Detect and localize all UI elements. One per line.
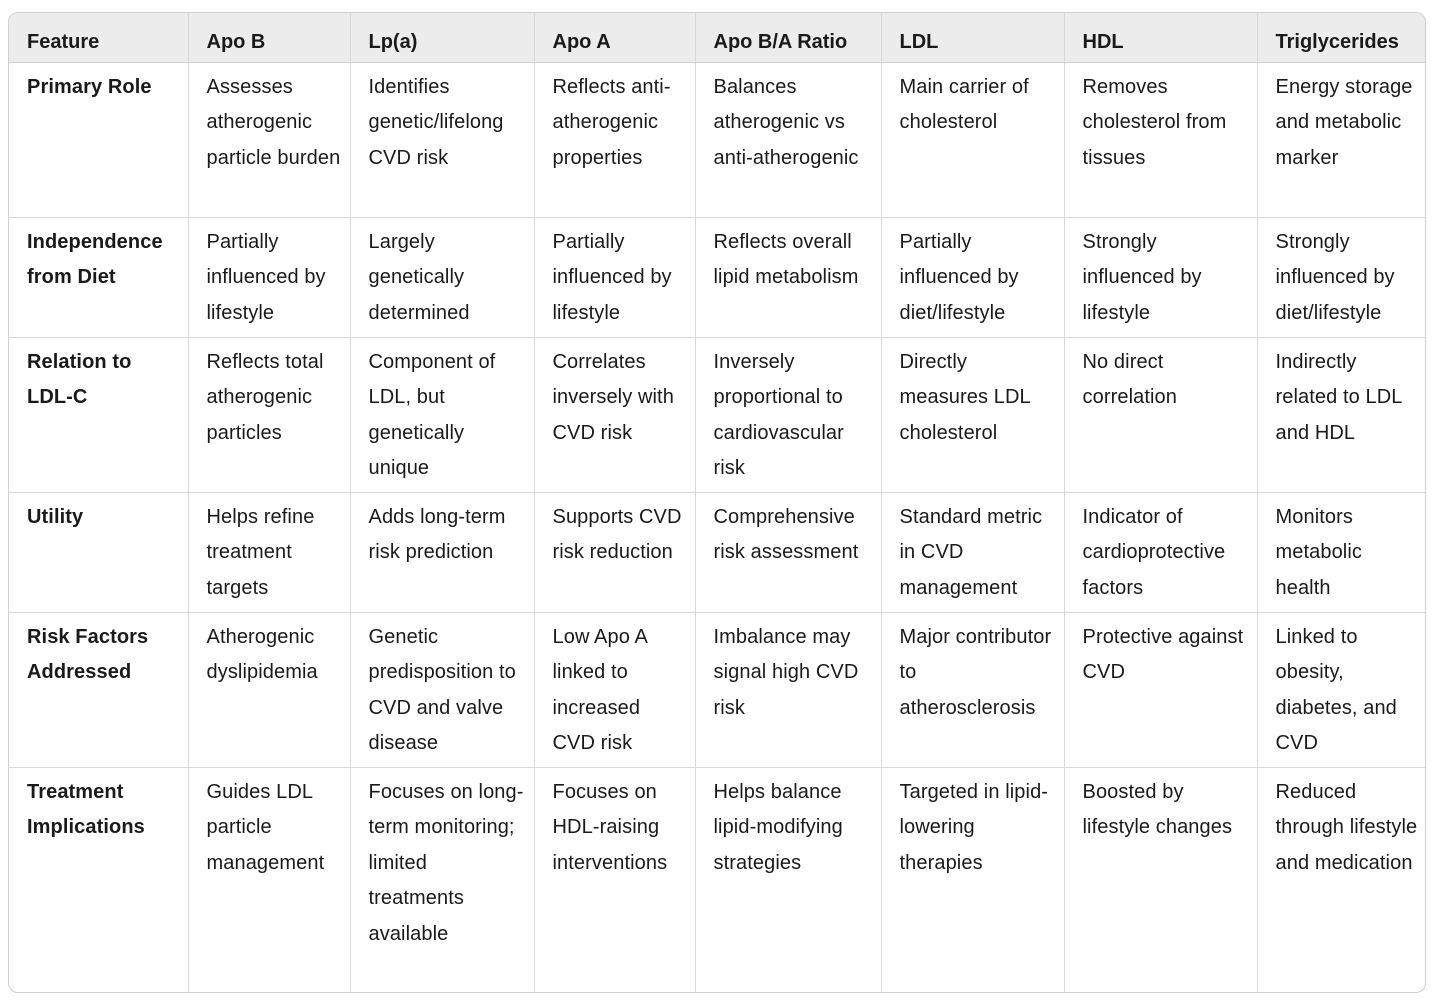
row-label-relation-to-ldl-c: Relation to LDL-C [9,337,188,492]
row-label-utility: Utility [9,492,188,612]
table-cell: Reduced through lifestyle and medication [1275,780,1418,874]
table-row [9,767,1426,993]
table-cell: Protective against CVD [1064,612,1257,767]
table-cell: Imbalance may signal high CVD risk [695,612,881,767]
table-cell: Directly measures LDL cholesterol [881,337,1064,492]
row-label-independence-from-diet: Independence from Diet [9,217,188,337]
table-cell: Partially influenced by diet/lifestyle [881,217,1064,337]
table-cell: Reflects total atherogenic particles [188,337,350,492]
table-cell: Guides LDL particle management [188,767,350,993]
table-cell: Boosted by lifestyle changes [1064,767,1257,993]
table-cell: Comprehensive risk assessment [695,492,881,612]
table-row [9,492,1426,612]
table-cell: Removes cholesterol from tissues [1064,62,1257,217]
table-cell: Targeted in lipid-lowering therapies [881,767,1064,993]
table-header-row [9,13,1426,62]
header-apo-ba-ratio: Apo B/A Ratio [695,13,881,62]
table-cell: Supports CVD risk reduction [534,492,695,612]
table-cell: Main carrier of cholesterol [881,62,1064,217]
row-label-treatment-implications: Treatment Implications [9,767,188,993]
table-cell: Strongly influenced by lifestyle [1064,217,1257,337]
table-cell: Balances atherogenic vs anti-atherogenic [695,62,881,217]
table-cell: Indirectly related to LDL and HDL [1257,337,1426,492]
table-cell: Adds long-term risk prediction [350,492,534,612]
table-row [9,612,1426,767]
lipid-marker-comparison-table [9,13,1426,993]
table-row [9,337,1426,492]
row-label-primary-role: Primary Role [9,62,188,217]
table-cell: Genetic predisposition to CVD and valve disease [350,612,534,767]
table-cell: Energy storage and metabolic marker [1257,62,1426,217]
table-cell: Focuses on long-term monitoring; limited treatments available [350,767,534,993]
table-cell: Partially influenced by lifestyle [534,217,695,337]
header-apo-a: Apo A [534,13,695,62]
header-triglycerides: Triglycerides [1257,13,1426,62]
header-ldl: LDL [881,13,1064,62]
table-cell: Indicator of cardioprotective factors [1064,492,1257,612]
table-cell: Identifies genetic/lifelong CVD risk [350,62,534,217]
table-cell: No direct correlation [1064,337,1257,492]
table-cell: Correlates inversely with CVD risk [534,337,695,492]
table-cell: Helps balance lipid-modifying strategies [695,767,881,993]
table-row [9,217,1426,337]
table-cell: Inversely proportional to cardiovascular risk [695,337,881,492]
table-cell: Monitors metabolic health [1257,492,1426,612]
header-lpa: Lp(a) [350,13,534,62]
table-cell: Largely genetically determined [350,217,534,337]
header-hdl: HDL [1064,13,1257,62]
table-cell: Strongly influenced by diet/lifestyle [1257,217,1426,337]
table-cell: Low Apo A linked to increased CVD risk [534,612,695,767]
table-cell: Atherogenic dyslipidemia [188,612,350,767]
table-cell: Linked to obesity, diabetes, and CVD [1257,612,1426,767]
table-cell: Focuses on HDL-raising interventions [534,767,695,993]
table-row [9,62,1426,217]
table-cell: Partially influenced by lifestyle [188,217,350,337]
table-cell: Reflects overall lipid metabolism [695,217,881,337]
header-feature: Feature [9,13,188,62]
table-cell: Major contributor to atherosclerosis [881,612,1064,767]
table-cell: Helps refine treatment targets [188,492,350,612]
table-cell: Standard metric in CVD management [881,492,1064,612]
row-label-risk-factors-addressed: Risk Factors Addressed [9,612,188,767]
table-cell: Assesses atherogenic particle burden [188,62,350,217]
header-apo-b: Apo B [188,13,350,62]
comparison-table-container [8,12,1426,993]
table-cell: Reflects anti-atherogenic properties [534,62,695,217]
table-cell: Component of LDL, but genetically unique [350,337,534,492]
